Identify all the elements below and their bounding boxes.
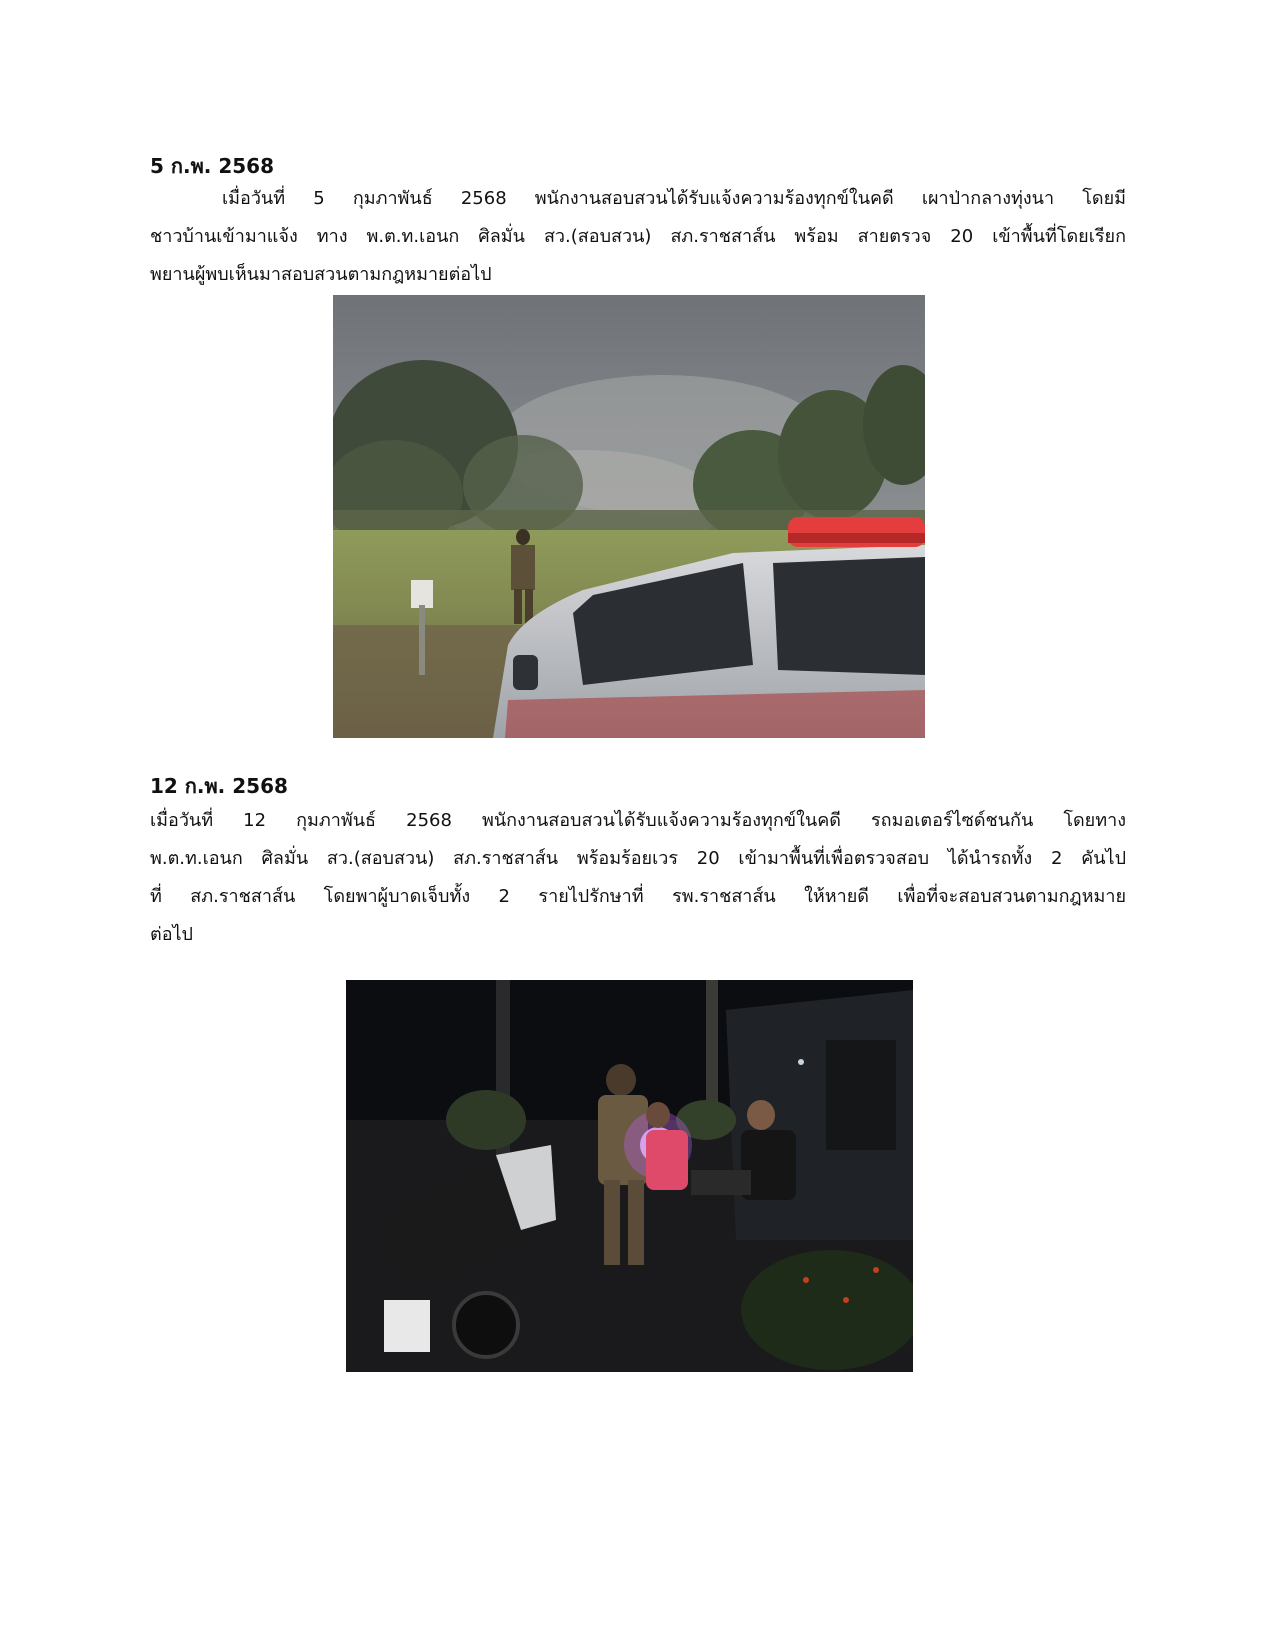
paragraph-line: พ.ต.ท.เอนก ศิลมั่น สว.(สอบสวน) สภ.ราชสาส์น พร้อมร้อยเวร 20 เข้ามาพื้นที่เพื่อตรวจสอบ ได้นำรถทั้ง 2 คันไป [150,848,1126,869]
paragraph-line: เมื่อวันที่ 12 กุมภาพันธ์ 2568 พนักงานสอบสวนได้รับแจ้งความร้องทุกข์ในคดี รถมอเตอร์ไซด์ชนกัน โดยทาง [150,810,1126,831]
paragraph-line: ที่ สภ.ราชสาส์น โดยพาผู้บาดเจ็บทั้ง 2 รายไปรักษาที่ รพ.ราชสาส์น ให้หายดี เพื่อที่จะสอบสวนตามกฎหมาย [150,886,1126,907]
paragraph-line: ชาวบ้านเข้ามาแจ้ง ทาง พ.ต.ท.เอนก ศิลมั่น สว.(สอบสวน) สภ.ราชสาส์น พร้อม สายตรวจ 20 เข้าพื้นที่โดยเรียก [150,226,1126,247]
entry-date-heading: 12 ก.พ. 2568 [150,774,288,798]
entry-paragraph [150,180,1126,294]
night-accident-scene-photo [346,980,913,1372]
paragraph-line: พยานผู้พบเห็นมาสอบสวนตามกฎหมายต่อไป [150,264,492,285]
paragraph-line: ต่อไป [150,924,193,945]
entry-date-heading: 5 ก.พ. 2568 [150,154,274,178]
paragraph-line: เมื่อวันที่ 5 กุมภาพันธ์ 2568 พนักงานสอบสวนได้รับแจ้งความร้องทุกข์ในคดี เผาป่ากลางทุ่งนา โดยมี [222,188,1126,209]
entry-paragraph [150,802,1126,954]
field-fire-scene-photo [333,295,925,738]
